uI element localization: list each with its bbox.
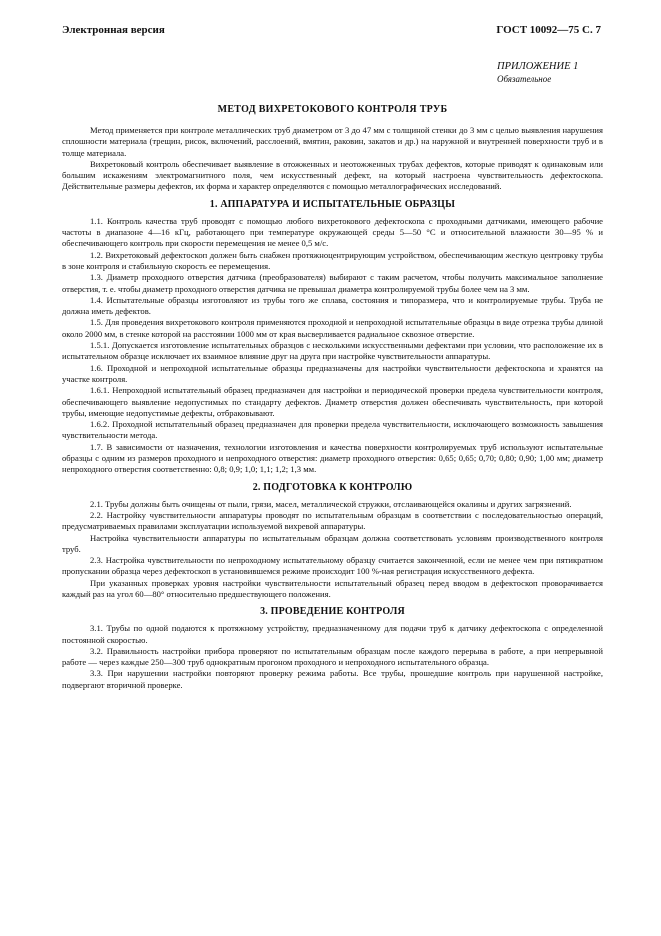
clause-2-2-note: Настройка чувствительности аппаратуры по испытательным образцам должна соответствовать условиям производственного контроля труб. (62, 532, 603, 554)
appendix-title: ПРИЛОЖЕНИЕ 1 (497, 61, 579, 72)
clause-3-2: 3.2. Правильность настройки прибора проверяют по испытательным образцам после каждого перерыва в работе, а при непрерывной работе — через каждые 250—300 труб однократным прогоном проходного и непроходного испытательного образца. (62, 645, 603, 668)
section-heading: 1. АППАРАТУРА И ИСПЫТАТЕЛЬНЫЕ ОБРАЗЦЫ (209, 198, 456, 210)
clause-1-5: 1.5. Для проведения вихретокового контроля применяются проходной и непроходной испытательные образцы в виде отрезка трубы длиной около 2000 мм, в стенке которой на расстоянии 1000 мм от края высверливается радиальное сквозное отверстие. (62, 317, 603, 339)
clause-1-6-1: 1.6.1. Непроходной испытательный образец предназначен для настройки и периодической проверки предела чувствительности контроля, обеспечивающего выявление недопустимых по стандарту дефектов. Диаметр отверстия должен обеспечивать чувствительность, при которой трубы, имеющие недопустимые дефекты, отбраковывают. (62, 385, 603, 418)
clause-1-3: 1.3. Диаметр проходного отверстия датчика (преобразователя) выбирают с таким расчетом, чтобы получить максимальное заполнение отверстия, т. е. чтобы диаметр проходного отверстия датчика не превышал диаметра контролируемой трубы более чем на 3 мм. (62, 272, 603, 294)
clause-1-4: 1.4. Испытательные образцы изготовляют из трубы того же сплава, состояния и типоразмера, что и контролируемые трубы. Труба не должна иметь дефектов. (62, 294, 603, 317)
appendix-status: Обязательное (497, 74, 552, 84)
clause-1-1: 1.1. Контроль качества труб проводят с помощью любого вихретокового дефектоскопа с проходными датчиками, имеющего рабочие частоты в диапазоне 4—16 кГц, работающего при температуре окружающей среды 5—50 °С и относительной влажности 30—95 % и обеспечивающего контроль при скорости перемещения не менее 0,5 м/с. (62, 215, 603, 249)
header-electronic-version: Электронная версия (62, 24, 165, 36)
clause-2-2: 2.2. Настройку чувствительности аппаратуры проводят по испытательным образцам в соответствии с последовательностью операций, предусматриваемых правилами эксплуатации используемой вихревой аппаратуры. (62, 509, 603, 532)
appendix-label (401, 61, 601, 85)
clause-1-7: 1.7. В зависимости от назначения, технологии изготовления и качества поверхности контролируемых труб используют испытательные образцы с одним из размеров проходного и непроходного отверстия: диаметр проходного отверстия: 0,65; 0,65; 0,70; 0,80; 0,90; 1,00 мм; диаметр непроходного отверстия соответственно: 0,8; 0,9; 1,0; 1,1; 1,2; 1,3 мм. (62, 441, 603, 475)
intro-paragraph: Метод применяется при контроле металлических труб диаметром от 3 до 47 мм с толщиной стенки до 3 мм с целью выявления нарушения сплошности материала (трещин, рисок, включений, расслоений, вмятин, раковин, закатов и др.) на наружной и внутренней поверхности труб и в толще материала. (62, 125, 603, 158)
clause-3-3: 3.3. При нарушении настройки повторяют проверку режима работы. Все трубы, прошедшие контроль при нарушенной настройке, подвергают вторичной проверке. (62, 668, 603, 690)
clause-2-3: 2.3. Настройка чувствительности по непроходному испытательному образцу считается законченной, если не менее чем при пятикратном пропускании образца через дефектоскоп в установившемся режиме происходит 100 %-ная регистрация искусственного дефекта. (62, 555, 603, 577)
document-body (62, 104, 603, 691)
clause-1-6-2: 1.6.2. Проходной испытательный образец предназначен для проверки предела чувствительности, исключающего возможность завышения чувствительности метода. (62, 419, 603, 441)
clause-2-3-note: При указанных проверках уровня настройки чувствительности испытательный образец перед вводом в дефектоскоп проворачивается каждый раз на угол 60—80° относительно предшествующего положения. (62, 577, 603, 599)
clause-2-1: 2.1. Трубы должны быть очищены от пыли, грязи, масел, металлической стружки, отслаивающейся окалины и других загрязнений. (90, 498, 572, 509)
section-heading: 2. ПОДГОТОВКА К КОНТРОЛЮ (252, 481, 413, 493)
clause-1-2: 1.2. Вихретоковый дефектоскоп должен быть снабжен протяжноцентрирующим устройством, обеспечивающим жесткую центровку трубы в зоне контроля и стабильную скорость ее перемещения. (62, 249, 603, 271)
section-heading: 3. ПРОВЕДЕНИЕ КОНТРОЛЯ (260, 606, 405, 618)
document-title: МЕТОД ВИХРЕТОКОВОГО КОНТРОЛЯ ТРУБ (217, 104, 448, 115)
clause-1-6: 1.6. Проходной и непроходной испытательные образцы предназначены для настройки чувствительности дефектоскопа и хранятся на участке контроля. (62, 362, 603, 384)
clause-3-1: 3.1. Трубы по одной подаются к протяжному устройству, предназначенному для подачи труб к датчику дефектоскопа с определенной постоянной скоростью. (62, 623, 603, 645)
clause-1-5-1: 1.5.1. Допускается изготовление испытательных образцов с несколькими искусственными дефектами при условии, что расположение их в испытательном образце исключает их взаимное влияние друг на друга при настройке чувствительности аппаратуры. (62, 340, 603, 362)
intro-paragraph: Вихретоковый контроль обеспечивает выявление в отожженных и неотожженных трубах дефектов, которые приводят к одинаковым или большим искажениям электромагнитного поля, чем искусственный дефект, на который настроена чувствительность дефектоскопа. Действительные размеры дефектов, их форма и характер определяются с помощью металлографических исследований. (62, 158, 603, 192)
header-standard-page: ГОСТ 10092—75 С. 7 (496, 24, 601, 36)
